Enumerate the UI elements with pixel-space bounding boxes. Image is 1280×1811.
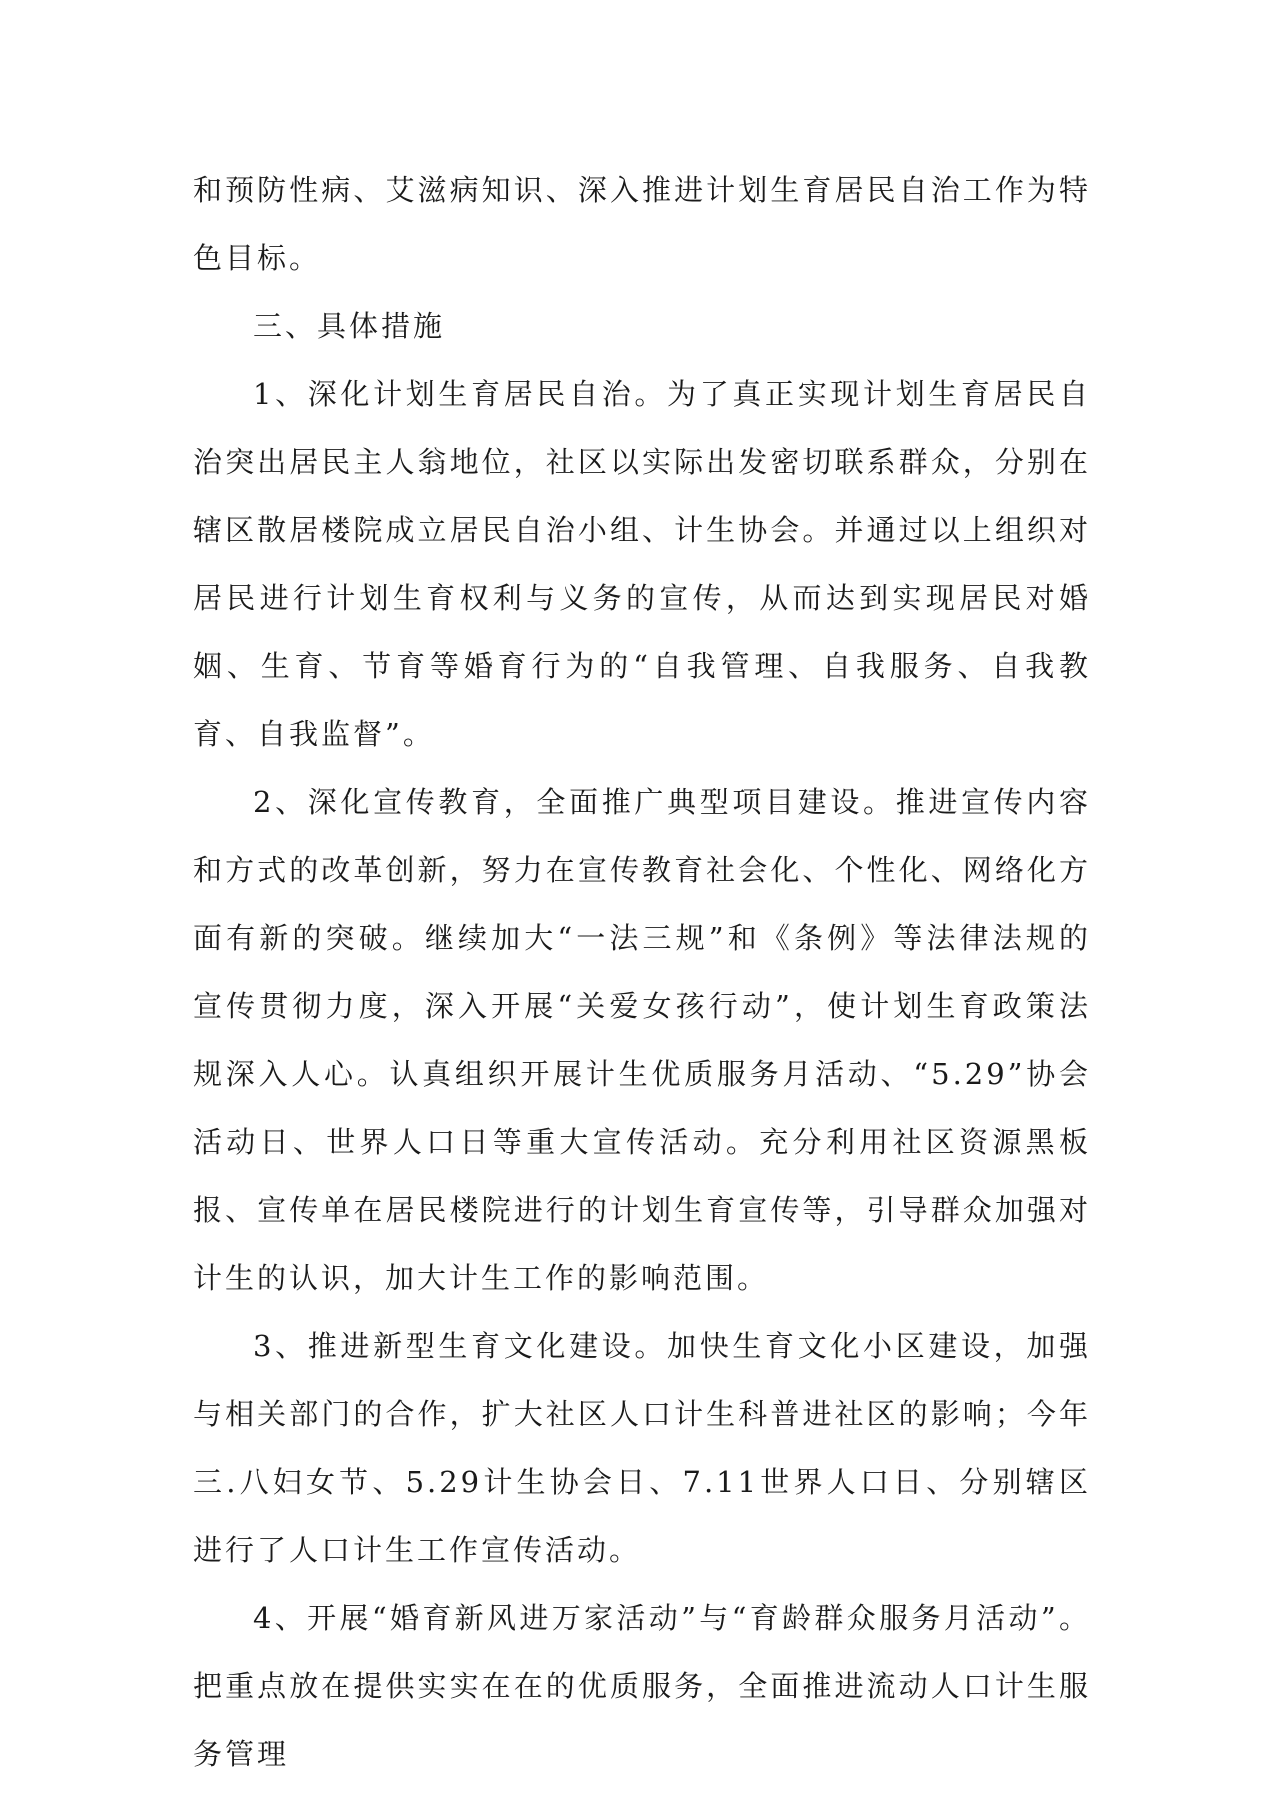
section-heading: 三、具体措施 bbox=[253, 309, 446, 343]
paragraph-continuation: 和预防性病、艾滋病知识、深入推进计划生育居民自治工作为特色目标。 bbox=[193, 173, 1091, 275]
paragraph-measure-3: 3、推进新型生育文化建设。加快生育文化小区建设，加强与相关部门的合作，扩大社区人口计生科普进社区的影响；今年三.八妇女节、5.29计生协会日、7.11世界人口日、分别辖区进行了人口计生工作宣传活动。 bbox=[193, 1329, 1091, 1567]
paragraph-measure-1: 1、深化计划生育居民自治。为了真正实现计划生育居民自治突出居民主人翁地位，社区以实际出发密切联系群众，分别在辖区散居楼院成立居民自治小组、计生协会。并通过以上组织对居民进行计划生育权利与义务的宣传，从而达到实现居民对婚姻、生育、节育等婚育行为的“自我管理、自我服务、自我教育、自我监督”。 bbox=[193, 377, 1091, 751]
document-body bbox=[193, 156, 1091, 1788]
paragraph-measure-2: 2、深化宣传教育，全面推广典型项目建设。推进宣传内容和方式的改革创新，努力在宣传教育社会化、个性化、网络化方面有新的突破。继续加大“一法三规”和《条例》等法律法规的宣传贯彻力度，深入开展“关爱女孩行动”，使计划生育政策法规深入人心。认真组织开展计生优质服务月活动、“5.29”协会活动日、世界人口日等重大宣传活动。充分利用社区资源黑板报、宣传单在居民楼院进行的计划生育宣传等，引导群众加强对计生的认识，加大计生工作的影响范围。 bbox=[193, 785, 1091, 1295]
paragraph-measure-4: 4、开展“婚育新风进万家活动”与“育龄群众服务月活动”。把重点放在提供实实在在的优质服务，全面推进流动人口计生服务管理 bbox=[193, 1601, 1091, 1771]
